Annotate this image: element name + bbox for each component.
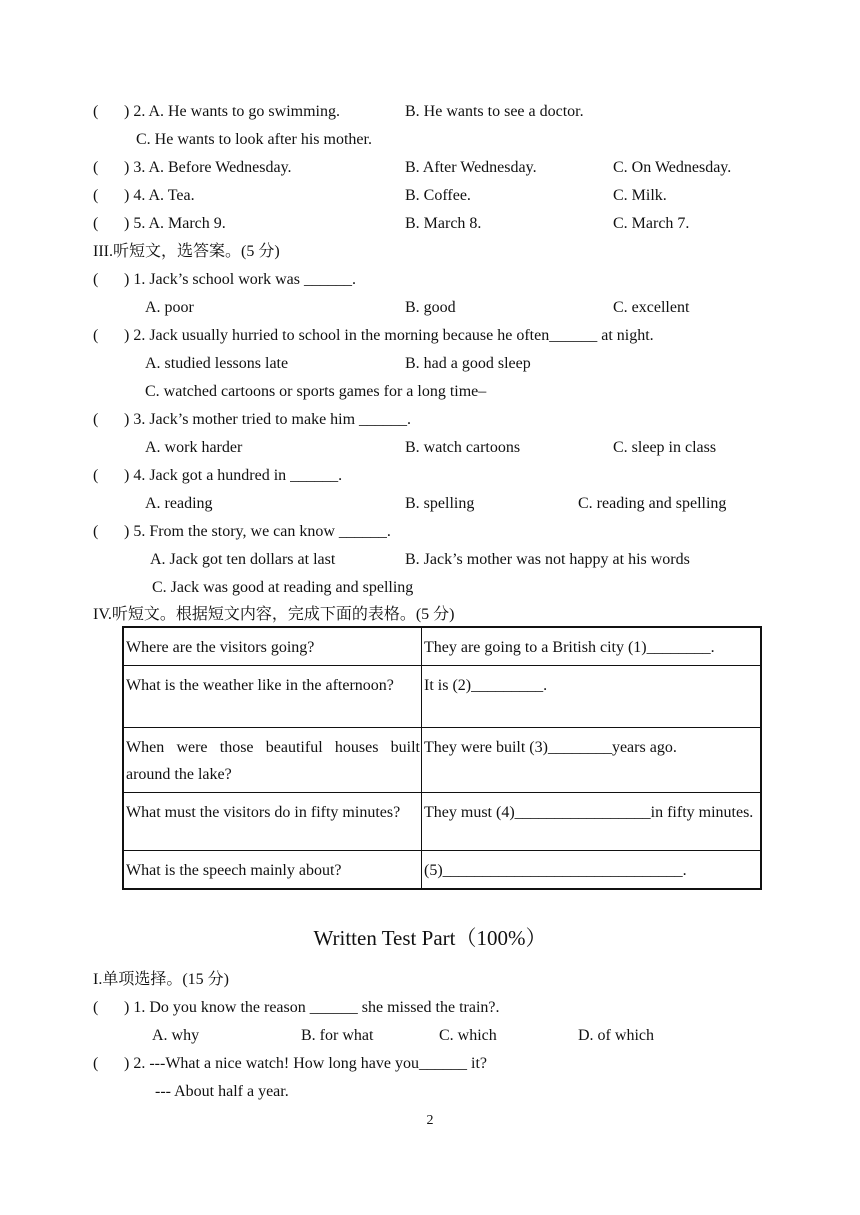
s3-q1-option-c: C. excellent (613, 299, 690, 316)
s3-q3-option-c: C. sleep in class (613, 439, 717, 456)
q4-paren: ( (93, 187, 99, 204)
table-answer: (5)______________________________. (422, 851, 762, 890)
w-q1-stem: ) 1. Do you know the reason ______ she missed the train?. (124, 999, 500, 1016)
table-row (123, 728, 761, 793)
q3-stem: ) 3. A. Before Wednesday. (124, 159, 292, 176)
s3-q4-option-a: A. reading (145, 495, 213, 512)
s3-q3-paren: ( (93, 411, 99, 428)
s3-q1-option-a: A. poor (145, 299, 194, 316)
table-answer: It is (2)_________. (422, 666, 762, 728)
table-answer: They were built (3)________years ago. (422, 728, 762, 793)
w-q1-option-a: A. why (152, 1027, 200, 1044)
table-question: What must the visitors do in fifty minutes? (123, 793, 422, 851)
w-q1-option-d: D. of which (578, 1027, 654, 1044)
s3-q3-stem: ) 3. Jack’s mother tried to make him ______. (124, 411, 412, 428)
q3-option-b: B. After Wednesday. (405, 159, 537, 176)
page-number: 2 (426, 1113, 434, 1128)
q4-stem: ) 4. A. Tea. (124, 187, 195, 204)
s3-q5-option-a: A. Jack got ten dollars at last (150, 551, 336, 568)
table-answer: They are going to a British city (1)________. (422, 627, 762, 666)
section-4-heading: IV.听短文。根据短文内容，完成下面的表格。(5 分) (93, 606, 455, 623)
s3-q2-option-c: C. watched cartoons or sports games for a long time– (145, 383, 487, 400)
s3-q2-option-a: A. studied lessons late (145, 355, 289, 372)
q4-option-c: C. Milk. (613, 187, 667, 204)
s3-q3-option-b: B. watch cartoons (405, 439, 521, 456)
table-row (123, 793, 761, 851)
q2-stem: ) 2. A. He wants to go swimming. (124, 103, 340, 120)
w-q1-option-b: B. for what (301, 1027, 374, 1044)
s3-q4-paren: ( (93, 467, 99, 484)
w-q1-paren: ( (93, 999, 99, 1016)
s3-q2-stem: ) 2. Jack usually hurried to school in the morning because he often______ at night. (124, 327, 654, 344)
w-q2-reply: --- About half a year. (155, 1083, 289, 1100)
q2-paren: ( (93, 103, 99, 120)
table-question: What is the speech mainly about? (123, 851, 422, 890)
section-3-heading: III.听短文，选答案。(5 分) (93, 243, 280, 260)
q2-option-b: B. He wants to see a doctor. (405, 103, 584, 120)
q5-option-c: C. March 7. (613, 215, 690, 232)
table-question: When were those beautiful houses built around the lake? (123, 728, 422, 793)
written-part-title: Written Test Part（100%） (313, 926, 547, 950)
table-row (123, 666, 761, 728)
q5-paren: ( (93, 215, 99, 232)
s3-q5-stem: ) 5. From the story, we can know ______. (124, 523, 391, 540)
q3-paren: ( (93, 159, 99, 176)
table-row (123, 851, 761, 890)
s3-q1-option-b: B. good (405, 299, 456, 316)
table-row (123, 627, 761, 666)
table-question: Where are the visitors going? (123, 627, 422, 666)
s3-q2-paren: ( (93, 327, 99, 344)
s3-q1-stem: ) 1. Jack’s school work was ______. (124, 271, 356, 288)
q4-option-b: B. Coffee. (405, 187, 471, 204)
written-section-1-heading: I.单项选择。(15 分) (93, 971, 229, 988)
w-q2-paren: ( (93, 1055, 99, 1072)
q5-option-b: B. March 8. (405, 215, 482, 232)
table-question: What is the weather like in the afternoon? (123, 666, 422, 728)
table-answer: They must (4)_________________in fifty minutes. (422, 793, 762, 851)
s3-q4-option-c: C. reading and spelling (578, 495, 727, 512)
q2-option-c: C. He wants to look after his mother. (136, 131, 372, 148)
s3-q4-stem: ) 4. Jack got a hundred in ______. (124, 467, 343, 484)
s3-q1-paren: ( (93, 271, 99, 288)
s3-q5-paren: ( (93, 523, 99, 540)
s3-q4-option-b: B. spelling (405, 495, 475, 512)
s3-q5-option-c: C. Jack was good at reading and spelling (152, 579, 414, 596)
listening-table (122, 626, 762, 890)
s3-q2-option-b: B. had a good sleep (405, 355, 531, 372)
s3-q5-option-b: B. Jack’s mother was not happy at his words (405, 551, 690, 568)
q3-option-c: C. On Wednesday. (613, 159, 732, 176)
q5-stem: ) 5. A. March 9. (124, 215, 226, 232)
w-q2-stem: ) 2. ---What a nice watch! How long have you______ it? (124, 1055, 487, 1072)
w-q1-option-c: C. which (439, 1027, 497, 1044)
s3-q3-option-a: A. work harder (145, 439, 243, 456)
